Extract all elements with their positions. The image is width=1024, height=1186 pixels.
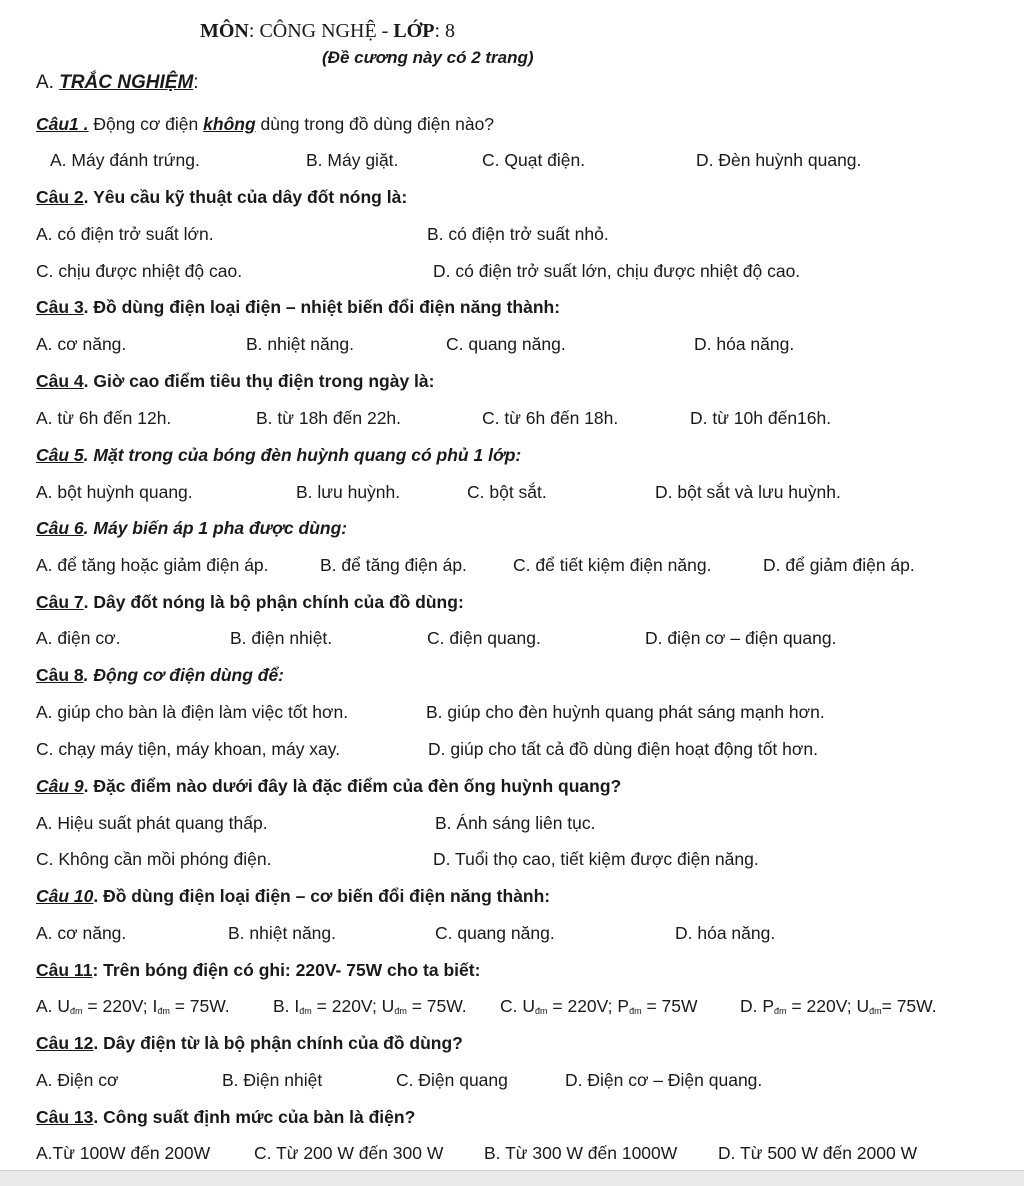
question-number: Câu1 . bbox=[36, 114, 89, 134]
section-heading bbox=[36, 72, 199, 94]
option-a: A. Điện cơ bbox=[36, 1070, 119, 1090]
question-stem: . Động cơ điện dùng để: bbox=[83, 665, 285, 685]
option-c: C. quang năng. bbox=[446, 334, 566, 354]
question-2 bbox=[36, 187, 407, 208]
question-stem: Động cơ điện bbox=[88, 114, 204, 134]
question-4 bbox=[36, 371, 434, 392]
question-stem: : Trên bóng điện có ghi: 220V- 75W cho ta biết: bbox=[92, 960, 481, 980]
page-title bbox=[200, 20, 455, 43]
option-a: A.Từ 100W đến 200W bbox=[36, 1143, 211, 1163]
option-b: B. $I_{đm} = 220V$; $U_{đm} = 75W$. bbox=[273, 996, 467, 1016]
option-b: B. để tăng điện áp. bbox=[320, 555, 467, 575]
option-b: B. có điện trở suất nhỏ. bbox=[427, 224, 609, 244]
question-stem: . Mặt trong của bóng đèn huỳnh quang có phủ 1 lớp: bbox=[83, 445, 522, 465]
option-a: A. có điện trở suất lớn. bbox=[36, 224, 214, 244]
question-number: Câu 12 bbox=[36, 1033, 94, 1053]
question-9 bbox=[36, 776, 621, 797]
question-3 bbox=[36, 297, 560, 318]
option-c: C. Quạt điện. bbox=[482, 150, 586, 170]
question-6 bbox=[36, 518, 347, 539]
option-c: C. Không cần mồi phóng điện. bbox=[36, 849, 272, 869]
section-name: TRẮC NGHIỆM bbox=[59, 72, 194, 93]
option-b: B. Ánh sáng liên tục. bbox=[435, 813, 596, 833]
option-a: A. để tăng hoặc giảm điện áp. bbox=[36, 555, 269, 575]
option-a: A. $U_{đm} = 220V$; $I_{đm} = 75W$. bbox=[36, 996, 230, 1016]
question-8 bbox=[36, 665, 284, 686]
question-stem: . Công suất định mức của bàn là điện? bbox=[93, 1107, 416, 1127]
option-a: A. cơ năng. bbox=[36, 923, 127, 943]
option-c: C. Từ 200 W đến 300 W bbox=[254, 1143, 444, 1163]
question-number: Câu 5 bbox=[36, 445, 84, 465]
option-d: D. từ 10h đến16h. bbox=[690, 408, 832, 428]
option-a: A. Máy đánh trứng. bbox=[50, 150, 200, 170]
question-10 bbox=[36, 886, 550, 907]
option-c: C. Điện quang bbox=[396, 1070, 508, 1090]
option-c: C. từ 6h đến 18h. bbox=[482, 408, 619, 428]
option-b: B. nhiệt năng. bbox=[246, 334, 354, 354]
option-d: D. để giảm điện áp. bbox=[763, 555, 915, 575]
option-d: D. có điện trở suất lớn, chịu được nhiệt độ cao. bbox=[433, 261, 801, 281]
question-number: Câu 7 bbox=[36, 592, 84, 612]
question-number: Câu 10 bbox=[36, 886, 94, 906]
question-stem: . Yêu cầu kỹ thuật của dây đốt nóng là: bbox=[83, 187, 408, 207]
question-12 bbox=[36, 1033, 463, 1054]
option-d: D. Tuổi thọ cao, tiết kiệm được điện năng. bbox=[433, 849, 759, 869]
question-13 bbox=[36, 1107, 415, 1128]
question-11 bbox=[36, 960, 480, 981]
option-a: A. bột huỳnh quang. bbox=[36, 482, 193, 502]
question-number: Câu 4 bbox=[36, 371, 84, 391]
option-a: A. Hiệu suất phát quang thấp. bbox=[36, 813, 268, 833]
option-c: C. $U_{đm} = 220V$; $P_{đm} = 75W$ bbox=[500, 996, 698, 1016]
option-d: D. $P_{đm} = 220V$; $U_{đm}= 75W$. bbox=[740, 996, 937, 1016]
question-number: Câu 11 bbox=[36, 960, 93, 980]
question-5 bbox=[36, 445, 521, 466]
page-subtitle: (Đề cương này có 2 trang) bbox=[322, 48, 534, 67]
section-letter: A. bbox=[36, 72, 60, 93]
option-d: D. Điện cơ – Điện quang. bbox=[565, 1070, 763, 1090]
question-keyword: không bbox=[203, 114, 256, 134]
question-stem: dùng trong đồ dùng điện nào? bbox=[255, 114, 495, 134]
option-d: D. Đèn huỳnh quang. bbox=[696, 150, 862, 170]
option-c: C. quang năng. bbox=[435, 923, 555, 943]
question-number: Câu 9 bbox=[36, 776, 84, 796]
option-b: B. Máy giặt. bbox=[306, 150, 399, 170]
option-c: C. bột sắt. bbox=[467, 482, 547, 502]
grade-label: LỚP bbox=[393, 20, 435, 42]
option-c: C. điện quang. bbox=[427, 628, 541, 648]
option-b: B. từ 18h đến 22h. bbox=[256, 408, 402, 428]
question-7 bbox=[36, 592, 464, 613]
option-d: D. Từ 500 W đến 2000 W bbox=[718, 1143, 918, 1163]
question-stem: . Giờ cao điểm tiêu thụ điện trong ngày là: bbox=[83, 371, 435, 391]
option-d: D. giúp cho tất cả đồ dùng điện hoạt động tốt hơn. bbox=[428, 739, 818, 759]
section-colon: : bbox=[193, 72, 199, 93]
option-a: A. từ 6h đến 12h. bbox=[36, 408, 172, 428]
question-stem: . Đồ dùng điện loại điện – nhiệt biến đổi điện năng thành: bbox=[83, 297, 561, 317]
question-number: Câu 13 bbox=[36, 1107, 94, 1127]
option-c: C. chạy máy tiện, máy khoan, máy xay. bbox=[36, 739, 341, 759]
bottom-scroll-area bbox=[0, 1170, 1024, 1186]
option-c: C. để tiết kiệm điện năng. bbox=[513, 555, 712, 575]
option-a: A. giúp cho bàn là điện làm việc tốt hơn. bbox=[36, 702, 349, 722]
option-d: D. hóa năng. bbox=[675, 923, 776, 943]
option-c: C. chịu được nhiệt độ cao. bbox=[36, 261, 243, 281]
option-b: B. lưu huỳnh. bbox=[296, 482, 401, 502]
question-number: Câu 3 bbox=[36, 297, 84, 317]
option-d: D. hóa năng. bbox=[694, 334, 795, 354]
question-number: Câu 8 bbox=[36, 665, 84, 685]
option-b: B. nhiệt năng. bbox=[228, 923, 336, 943]
question-number: Câu 6 bbox=[36, 518, 84, 538]
option-b: B. điện nhiệt. bbox=[230, 628, 333, 648]
question-stem: . Đặc điểm nào dưới đây là đặc điểm của đèn ống huỳnh quang? bbox=[83, 776, 622, 796]
subject-name: : CÔNG NGHỆ - bbox=[248, 20, 394, 42]
subject-label: MÔN bbox=[200, 20, 249, 42]
option-a: A. cơ năng. bbox=[36, 334, 127, 354]
option-d: D. điện cơ – điện quang. bbox=[645, 628, 837, 648]
question-number: Câu 2 bbox=[36, 187, 84, 207]
question-1 bbox=[36, 114, 494, 135]
question-stem: . Dây đốt nóng là bộ phận chính của đồ dùng: bbox=[83, 592, 464, 612]
question-stem: . Dây điện từ là bộ phận chính của đồ dùng? bbox=[93, 1033, 463, 1053]
option-d: D. bột sắt và lưu huỳnh. bbox=[655, 482, 841, 502]
option-b: B. Điện nhiệt bbox=[222, 1070, 323, 1090]
option-a: A. điện cơ. bbox=[36, 628, 121, 648]
option-b: B. giúp cho đèn huỳnh quang phát sáng mạnh hơn. bbox=[426, 702, 825, 722]
question-stem: . Đồ dùng điện loại điện – cơ biến đổi điện năng thành: bbox=[93, 886, 551, 906]
option-b: B. Từ 300 W đến 1000W bbox=[484, 1143, 678, 1163]
grade-value: : 8 bbox=[434, 20, 456, 42]
question-stem: . Máy biến áp 1 pha được dùng: bbox=[83, 518, 348, 538]
